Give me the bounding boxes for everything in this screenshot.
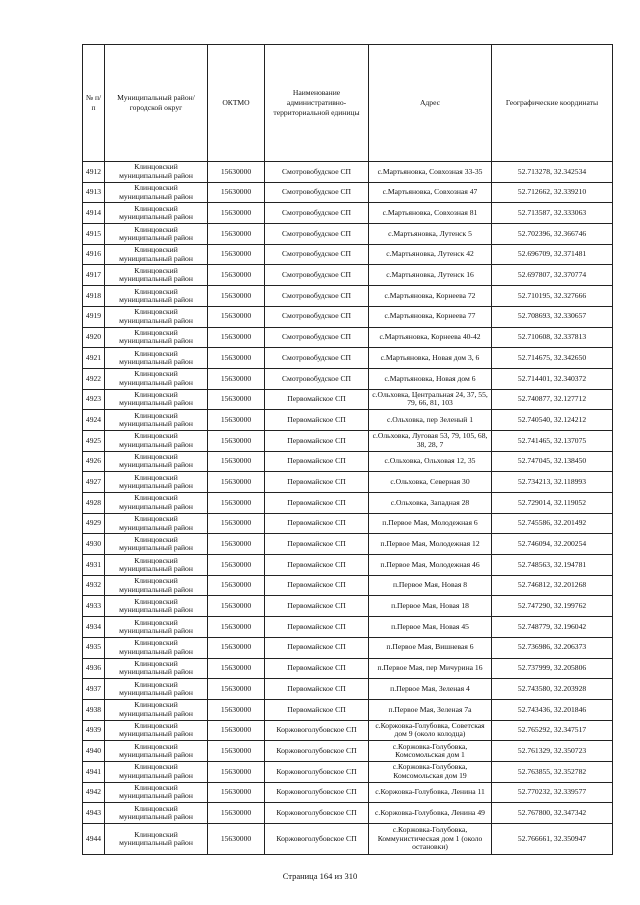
row-number: 4922 [83, 368, 105, 389]
coords-cell: 52.743436, 32.201846 [492, 699, 613, 720]
table-row [83, 741, 613, 762]
oktmo-cell: 15630000 [208, 389, 265, 410]
oktmo-cell: 15630000 [208, 348, 265, 369]
coords-cell: 52.745586, 32.201492 [492, 513, 613, 534]
oktmo-cell: 15630000 [208, 534, 265, 555]
coords-cell: 52.702396, 32.366746 [492, 224, 613, 245]
table-row [83, 658, 613, 679]
coords-cell: 52.737999, 32.205806 [492, 658, 613, 679]
unit-cell: Первомайское СП [265, 617, 369, 638]
coords-cell: 52.713278, 32.342534 [492, 162, 613, 183]
unit-cell: Первомайское СП [265, 410, 369, 431]
address-cell: п.Первое Мая, Новая 18 [369, 596, 492, 617]
unit-cell: Коржовоголубовское СП [265, 761, 369, 782]
coords-cell: 52.746812, 32.201268 [492, 575, 613, 596]
row-number: 4935 [83, 637, 105, 658]
address-cell: с.Мартьяновка, Новая дом 3, 6 [369, 348, 492, 369]
address-cell: с.Мартьяновка, Корнеева 40-42 [369, 327, 492, 348]
unit-cell: Первомайское СП [265, 555, 369, 576]
municipality-cell: Клинцовский муниципальный район [105, 741, 208, 762]
address-cell: с.Ольховка, Западная 28 [369, 493, 492, 514]
address-cell: с.Ольховка, Ольховая 12, 35 [369, 451, 492, 472]
municipality-cell: Клинцовский муниципальный район [105, 224, 208, 245]
row-number: 4920 [83, 327, 105, 348]
header-num: № п/п [83, 45, 105, 162]
coords-cell: 52.766661, 32.350947 [492, 824, 613, 855]
oktmo-cell: 15630000 [208, 741, 265, 762]
row-number: 4916 [83, 244, 105, 265]
coords-cell: 52.747045, 32.138450 [492, 451, 613, 472]
address-cell: п.Первое Мая, Молодежная 12 [369, 534, 492, 555]
coords-cell: 52.740877, 32.127712 [492, 389, 613, 410]
table-row [83, 824, 613, 855]
coords-cell: 52.743580, 32.203928 [492, 679, 613, 700]
coords-cell: 52.708693, 32.330657 [492, 306, 613, 327]
table-row [83, 327, 613, 348]
municipality-cell: Клинцовский муниципальный район [105, 286, 208, 307]
row-number: 4929 [83, 513, 105, 534]
table-row [83, 203, 613, 224]
unit-cell: Смотровобудское СП [265, 368, 369, 389]
oktmo-cell: 15630000 [208, 244, 265, 265]
table-row [83, 575, 613, 596]
header-row [83, 45, 613, 162]
coords-cell: 52.712662, 32.339210 [492, 182, 613, 203]
table-row [83, 286, 613, 307]
coords-cell: 52.767800, 32.347342 [492, 803, 613, 824]
row-number: 4915 [83, 224, 105, 245]
row-number: 4926 [83, 451, 105, 472]
municipality-cell: Клинцовский муниципальный район [105, 430, 208, 451]
coords-cell: 52.747290, 32.199762 [492, 596, 613, 617]
address-cell: с.Мартьяновка, Совхозная 81 [369, 203, 492, 224]
municipality-cell: Клинцовский муниципальный район [105, 720, 208, 741]
address-cell: п.Первое Мая, пер Мичурина 16 [369, 658, 492, 679]
address-cell: с.Мартьяновка, Совхозная 47 [369, 182, 492, 203]
address-cell: с.Коржовка-Голубовка, Ленина 49 [369, 803, 492, 824]
municipality-cell: Клинцовский муниципальный район [105, 534, 208, 555]
row-number: 4924 [83, 410, 105, 431]
row-number: 4913 [83, 182, 105, 203]
address-cell: с.Ольховка, Северная 30 [369, 472, 492, 493]
page-number: Страница 164 из 310 [282, 871, 358, 881]
municipality-cell: Клинцовский муниципальный район [105, 410, 208, 431]
municipality-cell: Клинцовский муниципальный район [105, 265, 208, 286]
municipality-cell: Клинцовский муниципальный район [105, 389, 208, 410]
municipality-cell: Клинцовский муниципальный район [105, 761, 208, 782]
table-row [83, 182, 613, 203]
table-row [83, 679, 613, 700]
oktmo-cell: 15630000 [208, 658, 265, 679]
oktmo-cell: 15630000 [208, 679, 265, 700]
table-row [83, 244, 613, 265]
oktmo-cell: 15630000 [208, 617, 265, 638]
table-row [83, 637, 613, 658]
oktmo-cell: 15630000 [208, 451, 265, 472]
table-row [83, 162, 613, 183]
table-row [83, 782, 613, 803]
table-row [83, 472, 613, 493]
row-number: 4931 [83, 555, 105, 576]
municipality-cell: Клинцовский муниципальный район [105, 368, 208, 389]
municipality-cell: Клинцовский муниципальный район [105, 451, 208, 472]
table-row [83, 265, 613, 286]
unit-cell: Коржовоголубовское СП [265, 782, 369, 803]
address-cell: с.Коржовка-Голубовка, Ленина 11 [369, 782, 492, 803]
row-number: 4923 [83, 389, 105, 410]
municipality-cell: Клинцовский муниципальный район [105, 658, 208, 679]
unit-cell: Смотровобудское СП [265, 162, 369, 183]
oktmo-cell: 15630000 [208, 803, 265, 824]
table-row [83, 513, 613, 534]
coords-cell: 52.696709, 32.371481 [492, 244, 613, 265]
address-cell: с.Коржовка-Голубовка, Коммунистическая дом 1 (около остановки) [369, 824, 492, 855]
oktmo-cell: 15630000 [208, 699, 265, 720]
municipality-cell: Клинцовский муниципальный район [105, 162, 208, 183]
address-cell: п.Первое Мая, Новая 45 [369, 617, 492, 638]
address-cell: п.Первое Мая, Новая 8 [369, 575, 492, 596]
unit-cell: Первомайское СП [265, 472, 369, 493]
table-row [83, 430, 613, 451]
unit-cell: Смотровобудское СП [265, 224, 369, 245]
oktmo-cell: 15630000 [208, 513, 265, 534]
oktmo-cell: 15630000 [208, 162, 265, 183]
oktmo-cell: 15630000 [208, 182, 265, 203]
table-row [83, 617, 613, 638]
coords-cell: 52.765292, 32.347517 [492, 720, 613, 741]
address-cell: с.Коржовка-Голубовка, Комсомольская дом 19 [369, 761, 492, 782]
unit-cell: Первомайское СП [265, 679, 369, 700]
table-row [83, 555, 613, 576]
address-cell: с.Мартьяновка, Совхозная 33-35 [369, 162, 492, 183]
municipality-cell: Клинцовский муниципальный район [105, 824, 208, 855]
municipality-cell: Клинцовский муниципальный район [105, 493, 208, 514]
address-cell: с.Коржовка-Голубовка, Комсомольская дом 1 [369, 741, 492, 762]
address-cell: с.Ольховка, Центральная 24, 37, 55, 79, 66, 81, 103 [369, 389, 492, 410]
address-cell: с.Коржовка-Голубовка, Советская дом 9 (около колодца) [369, 720, 492, 741]
address-cell: п.Первое Мая, Зеленая 4 [369, 679, 492, 700]
unit-cell: Первомайское СП [265, 575, 369, 596]
header-address: Адрес [369, 45, 492, 162]
unit-cell: Первомайское СП [265, 658, 369, 679]
row-number: 4938 [83, 699, 105, 720]
coords-cell: 52.770232, 32.339577 [492, 782, 613, 803]
coords-cell: 52.740540, 32.124212 [492, 410, 613, 431]
row-number: 4919 [83, 306, 105, 327]
coords-cell: 52.736986, 32.206373 [492, 637, 613, 658]
oktmo-cell: 15630000 [208, 493, 265, 514]
table-row [83, 699, 613, 720]
coords-cell: 52.748779, 32.196042 [492, 617, 613, 638]
oktmo-cell: 15630000 [208, 203, 265, 224]
unit-cell: Смотровобудское СП [265, 203, 369, 224]
oktmo-cell: 15630000 [208, 430, 265, 451]
row-number: 4914 [83, 203, 105, 224]
municipality-cell: Клинцовский муниципальный район [105, 699, 208, 720]
unit-cell: Коржовоголубовское СП [265, 824, 369, 855]
oktmo-cell: 15630000 [208, 472, 265, 493]
unit-cell: Первомайское СП [265, 637, 369, 658]
municipality-cell: Клинцовский муниципальный район [105, 513, 208, 534]
oktmo-cell: 15630000 [208, 824, 265, 855]
municipality-cell: Клинцовский муниципальный район [105, 348, 208, 369]
municipality-cell: Клинцовский муниципальный район [105, 637, 208, 658]
row-number: 4917 [83, 265, 105, 286]
coords-cell: 52.697807, 32.370774 [492, 265, 613, 286]
unit-cell: Первомайское СП [265, 493, 369, 514]
table-row [83, 803, 613, 824]
unit-cell: Первомайское СП [265, 596, 369, 617]
unit-cell: Смотровобудское СП [265, 348, 369, 369]
unit-cell: Смотровобудское СП [265, 286, 369, 307]
coords-cell: 52.713587, 32.333063 [492, 203, 613, 224]
row-number: 4943 [83, 803, 105, 824]
row-number: 4930 [83, 534, 105, 555]
address-cell: с.Мартьяновка, Лутенск 5 [369, 224, 492, 245]
oktmo-cell: 15630000 [208, 575, 265, 596]
unit-cell: Коржовоголубовское СП [265, 741, 369, 762]
oktmo-cell: 15630000 [208, 265, 265, 286]
unit-cell: Смотровобудское СП [265, 327, 369, 348]
table-row [83, 306, 613, 327]
municipality-cell: Клинцовский муниципальный район [105, 596, 208, 617]
address-cell: п.Первое Мая, Молодежная 46 [369, 555, 492, 576]
oktmo-cell: 15630000 [208, 555, 265, 576]
unit-cell: Смотровобудское СП [265, 265, 369, 286]
row-number: 4927 [83, 472, 105, 493]
unit-cell: Смотровобудское СП [265, 244, 369, 265]
oktmo-cell: 15630000 [208, 637, 265, 658]
row-number: 4941 [83, 761, 105, 782]
row-number: 4921 [83, 348, 105, 369]
address-cell: с.Мартьяновка, Новая дом 6 [369, 368, 492, 389]
unit-cell: Первомайское СП [265, 451, 369, 472]
oktmo-cell: 15630000 [208, 286, 265, 307]
table-row [83, 224, 613, 245]
table-row [83, 596, 613, 617]
row-number: 4944 [83, 824, 105, 855]
row-number: 4925 [83, 430, 105, 451]
table-row [83, 368, 613, 389]
unit-cell: Смотровобудское СП [265, 306, 369, 327]
municipality-cell: Клинцовский муниципальный район [105, 617, 208, 638]
coords-cell: 52.741465, 32.137075 [492, 430, 613, 451]
oktmo-cell: 15630000 [208, 410, 265, 431]
table-row [83, 761, 613, 782]
unit-cell: Первомайское СП [265, 534, 369, 555]
table-row [83, 720, 613, 741]
table-row [83, 534, 613, 555]
unit-cell: Коржовоголубовское СП [265, 720, 369, 741]
coords-cell: 52.714401, 32.340372 [492, 368, 613, 389]
municipality-cell: Клинцовский муниципальный район [105, 327, 208, 348]
row-number: 4937 [83, 679, 105, 700]
oktmo-cell: 15630000 [208, 720, 265, 741]
oktmo-cell: 15630000 [208, 224, 265, 245]
address-cell: с.Ольховка, пер Зеленый 1 [369, 410, 492, 431]
oktmo-cell: 15630000 [208, 368, 265, 389]
unit-cell: Первомайское СП [265, 389, 369, 410]
coords-cell: 52.710195, 32.327666 [492, 286, 613, 307]
row-number: 4936 [83, 658, 105, 679]
row-number: 4942 [83, 782, 105, 803]
coords-cell: 52.761329, 32.350723 [492, 741, 613, 762]
address-cell: с.Мартьяновка, Лутенск 16 [369, 265, 492, 286]
oktmo-cell: 15630000 [208, 306, 265, 327]
coords-cell: 52.748563, 32.194781 [492, 555, 613, 576]
coords-cell: 52.734213, 32.118993 [492, 472, 613, 493]
municipality-cell: Клинцовский муниципальный район [105, 555, 208, 576]
oktmo-cell: 15630000 [208, 782, 265, 803]
unit-cell: Первомайское СП [265, 430, 369, 451]
row-number: 4933 [83, 596, 105, 617]
address-cell: с.Мартьяновка, Корнеева 72 [369, 286, 492, 307]
header-unit: Наименование административно-территориальной единицы [265, 45, 369, 162]
coords-cell: 52.763855, 32.352782 [492, 761, 613, 782]
oktmo-cell: 15630000 [208, 761, 265, 782]
municipality-cell: Клинцовский муниципальный район [105, 803, 208, 824]
address-cell: п.Первое Мая, Вишневая 6 [369, 637, 492, 658]
address-cell: п.Первое Мая, Молодежная 6 [369, 513, 492, 534]
row-number: 4928 [83, 493, 105, 514]
coords-cell: 52.714675, 32.342650 [492, 348, 613, 369]
table-row [83, 493, 613, 514]
municipality-cell: Клинцовский муниципальный район [105, 575, 208, 596]
municipality-cell: Клинцовский муниципальный район [105, 182, 208, 203]
address-cell: п.Первое Мая, Зеленая 7а [369, 699, 492, 720]
table-row [83, 389, 613, 410]
row-number: 4934 [83, 617, 105, 638]
municipality-cell: Клинцовский муниципальный район [105, 782, 208, 803]
municipality-cell: Клинцовский муниципальный район [105, 306, 208, 327]
table-row [83, 410, 613, 431]
municipality-cell: Клинцовский муниципальный район [105, 244, 208, 265]
coords-cell: 52.729014, 32.119052 [492, 493, 613, 514]
address-cell: с.Ольховка, Луговая 53, 79, 105, 68, 38, 28, 7 [369, 430, 492, 451]
coords-cell: 52.746094, 32.200254 [492, 534, 613, 555]
municipality-cell: Клинцовский муниципальный район [105, 472, 208, 493]
row-number: 4932 [83, 575, 105, 596]
address-table [82, 44, 613, 855]
address-cell: с.Мартьяновка, Лутенск 42 [369, 244, 492, 265]
unit-cell: Первомайское СП [265, 513, 369, 534]
unit-cell: Смотровобудское СП [265, 182, 369, 203]
municipality-cell: Клинцовский муниципальный район [105, 679, 208, 700]
oktmo-cell: 15630000 [208, 327, 265, 348]
coords-cell: 52.710608, 32.337813 [492, 327, 613, 348]
table-row [83, 348, 613, 369]
row-number: 4912 [83, 162, 105, 183]
row-number: 4940 [83, 741, 105, 762]
header-municipality: Муниципальный район/городской округ [105, 45, 208, 162]
municipality-cell: Клинцовский муниципальный район [105, 203, 208, 224]
unit-cell: Коржовоголубовское СП [265, 803, 369, 824]
unit-cell: Первомайское СП [265, 699, 369, 720]
address-cell: с.Мартьяновка, Корнеева 77 [369, 306, 492, 327]
table-row [83, 451, 613, 472]
row-number: 4918 [83, 286, 105, 307]
header-oktmo: ОКТМО [208, 45, 265, 162]
oktmo-cell: 15630000 [208, 596, 265, 617]
row-number: 4939 [83, 720, 105, 741]
header-coords: Географические координаты [492, 45, 613, 162]
